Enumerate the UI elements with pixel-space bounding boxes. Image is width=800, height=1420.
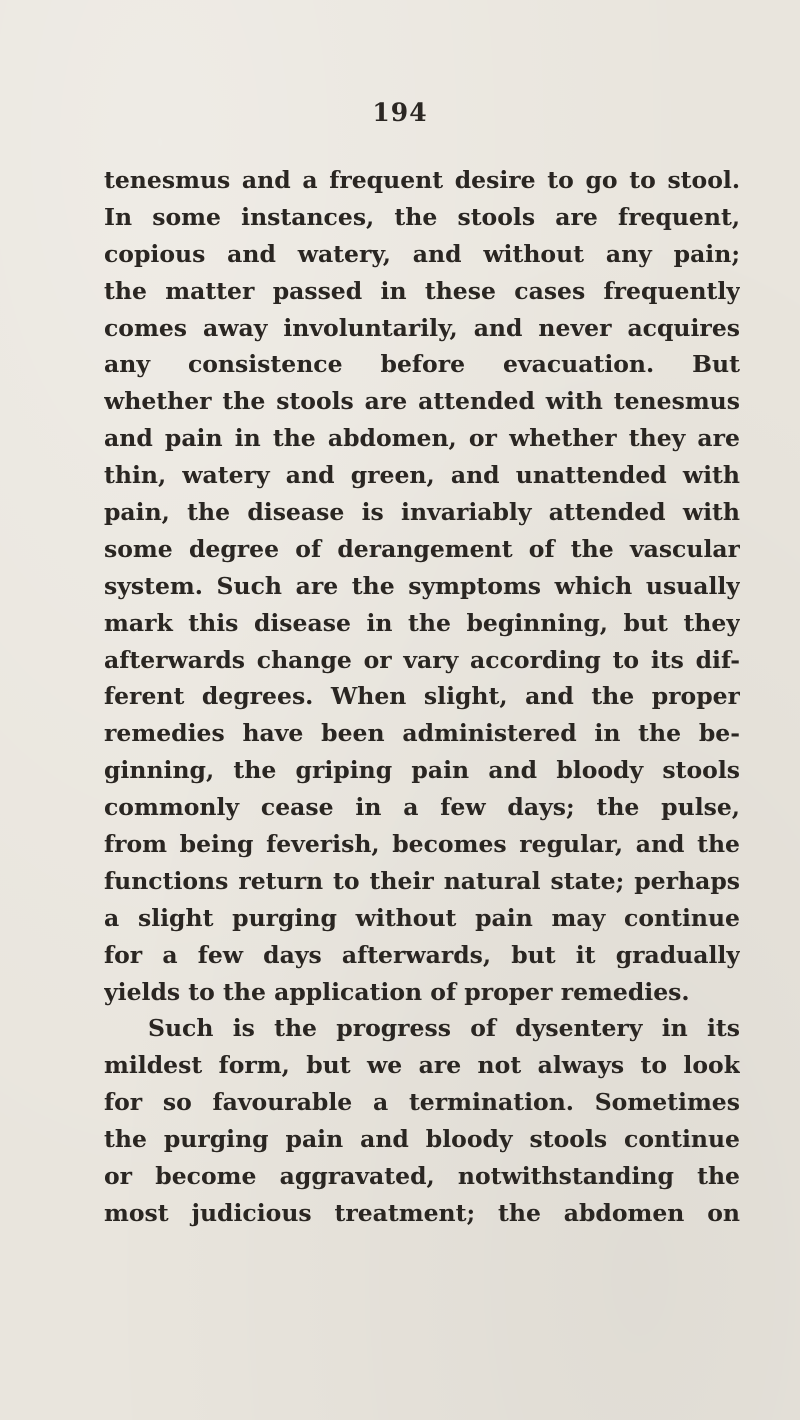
text-line: and pain in the abdomen, or whether they are [104,424,740,453]
text-line: or become aggravated, notwithstanding the [104,1162,740,1191]
text-line: afterwards change or vary according to its dif- [104,645,740,674]
text-line: pain, the disease is invariably attended with [104,498,740,527]
text-line: remedies have been administered in the be- [104,719,740,748]
paragraph-first-line: Such is the progress of dysentery in its [148,1014,740,1043]
text-line: In some instances, the stools are frequent, [104,202,740,231]
text-line: tenesmus and a frequent desire to go to stool. [104,166,740,194]
text-line: yields to the application of proper remedies. [104,977,690,1006]
text-line: ferent degrees. When slight, and the proper [104,682,740,711]
text-line: mark this disease in the beginning, but they [104,608,740,637]
text-line: some degree of derangement of the vascular [104,534,740,563]
text-line: commonly cease in a few days; the pulse, [104,793,740,822]
text-line: a slight purging without pain may continue [104,903,740,932]
page-number: 194 [372,98,428,127]
text-line: copious and watery, and without any pain; [104,239,740,268]
text-line: the matter passed in these cases frequently [104,276,740,305]
text-line: for so favourable a termination. Sometimes [104,1088,740,1117]
text-line: functions return to their natural state; perhaps [104,866,740,895]
text-line: system. Such are the symptoms which usually [104,571,740,600]
text-line: any consistence before evacuation. But [104,350,740,379]
text-line: ginning, the griping pain and bloody stools [104,756,740,785]
text-line: from being feverish, becomes regular, and the [104,830,740,859]
text-line: thin, watery and green, and unattended with [104,461,740,490]
text-line: mildest form, but we are not always to look [104,1051,740,1080]
text-line: comes away involuntarily, and never acquires [104,313,740,342]
body-text [104,162,740,1232]
text-line: the purging pain and bloody stools continue [104,1125,740,1154]
text-line: for a few days afterwards, but it gradually [104,940,740,969]
text-line: whether the stools are attended with tenesmus [104,387,740,416]
text-line: most judicious treatment; the abdomen on [104,1198,740,1227]
